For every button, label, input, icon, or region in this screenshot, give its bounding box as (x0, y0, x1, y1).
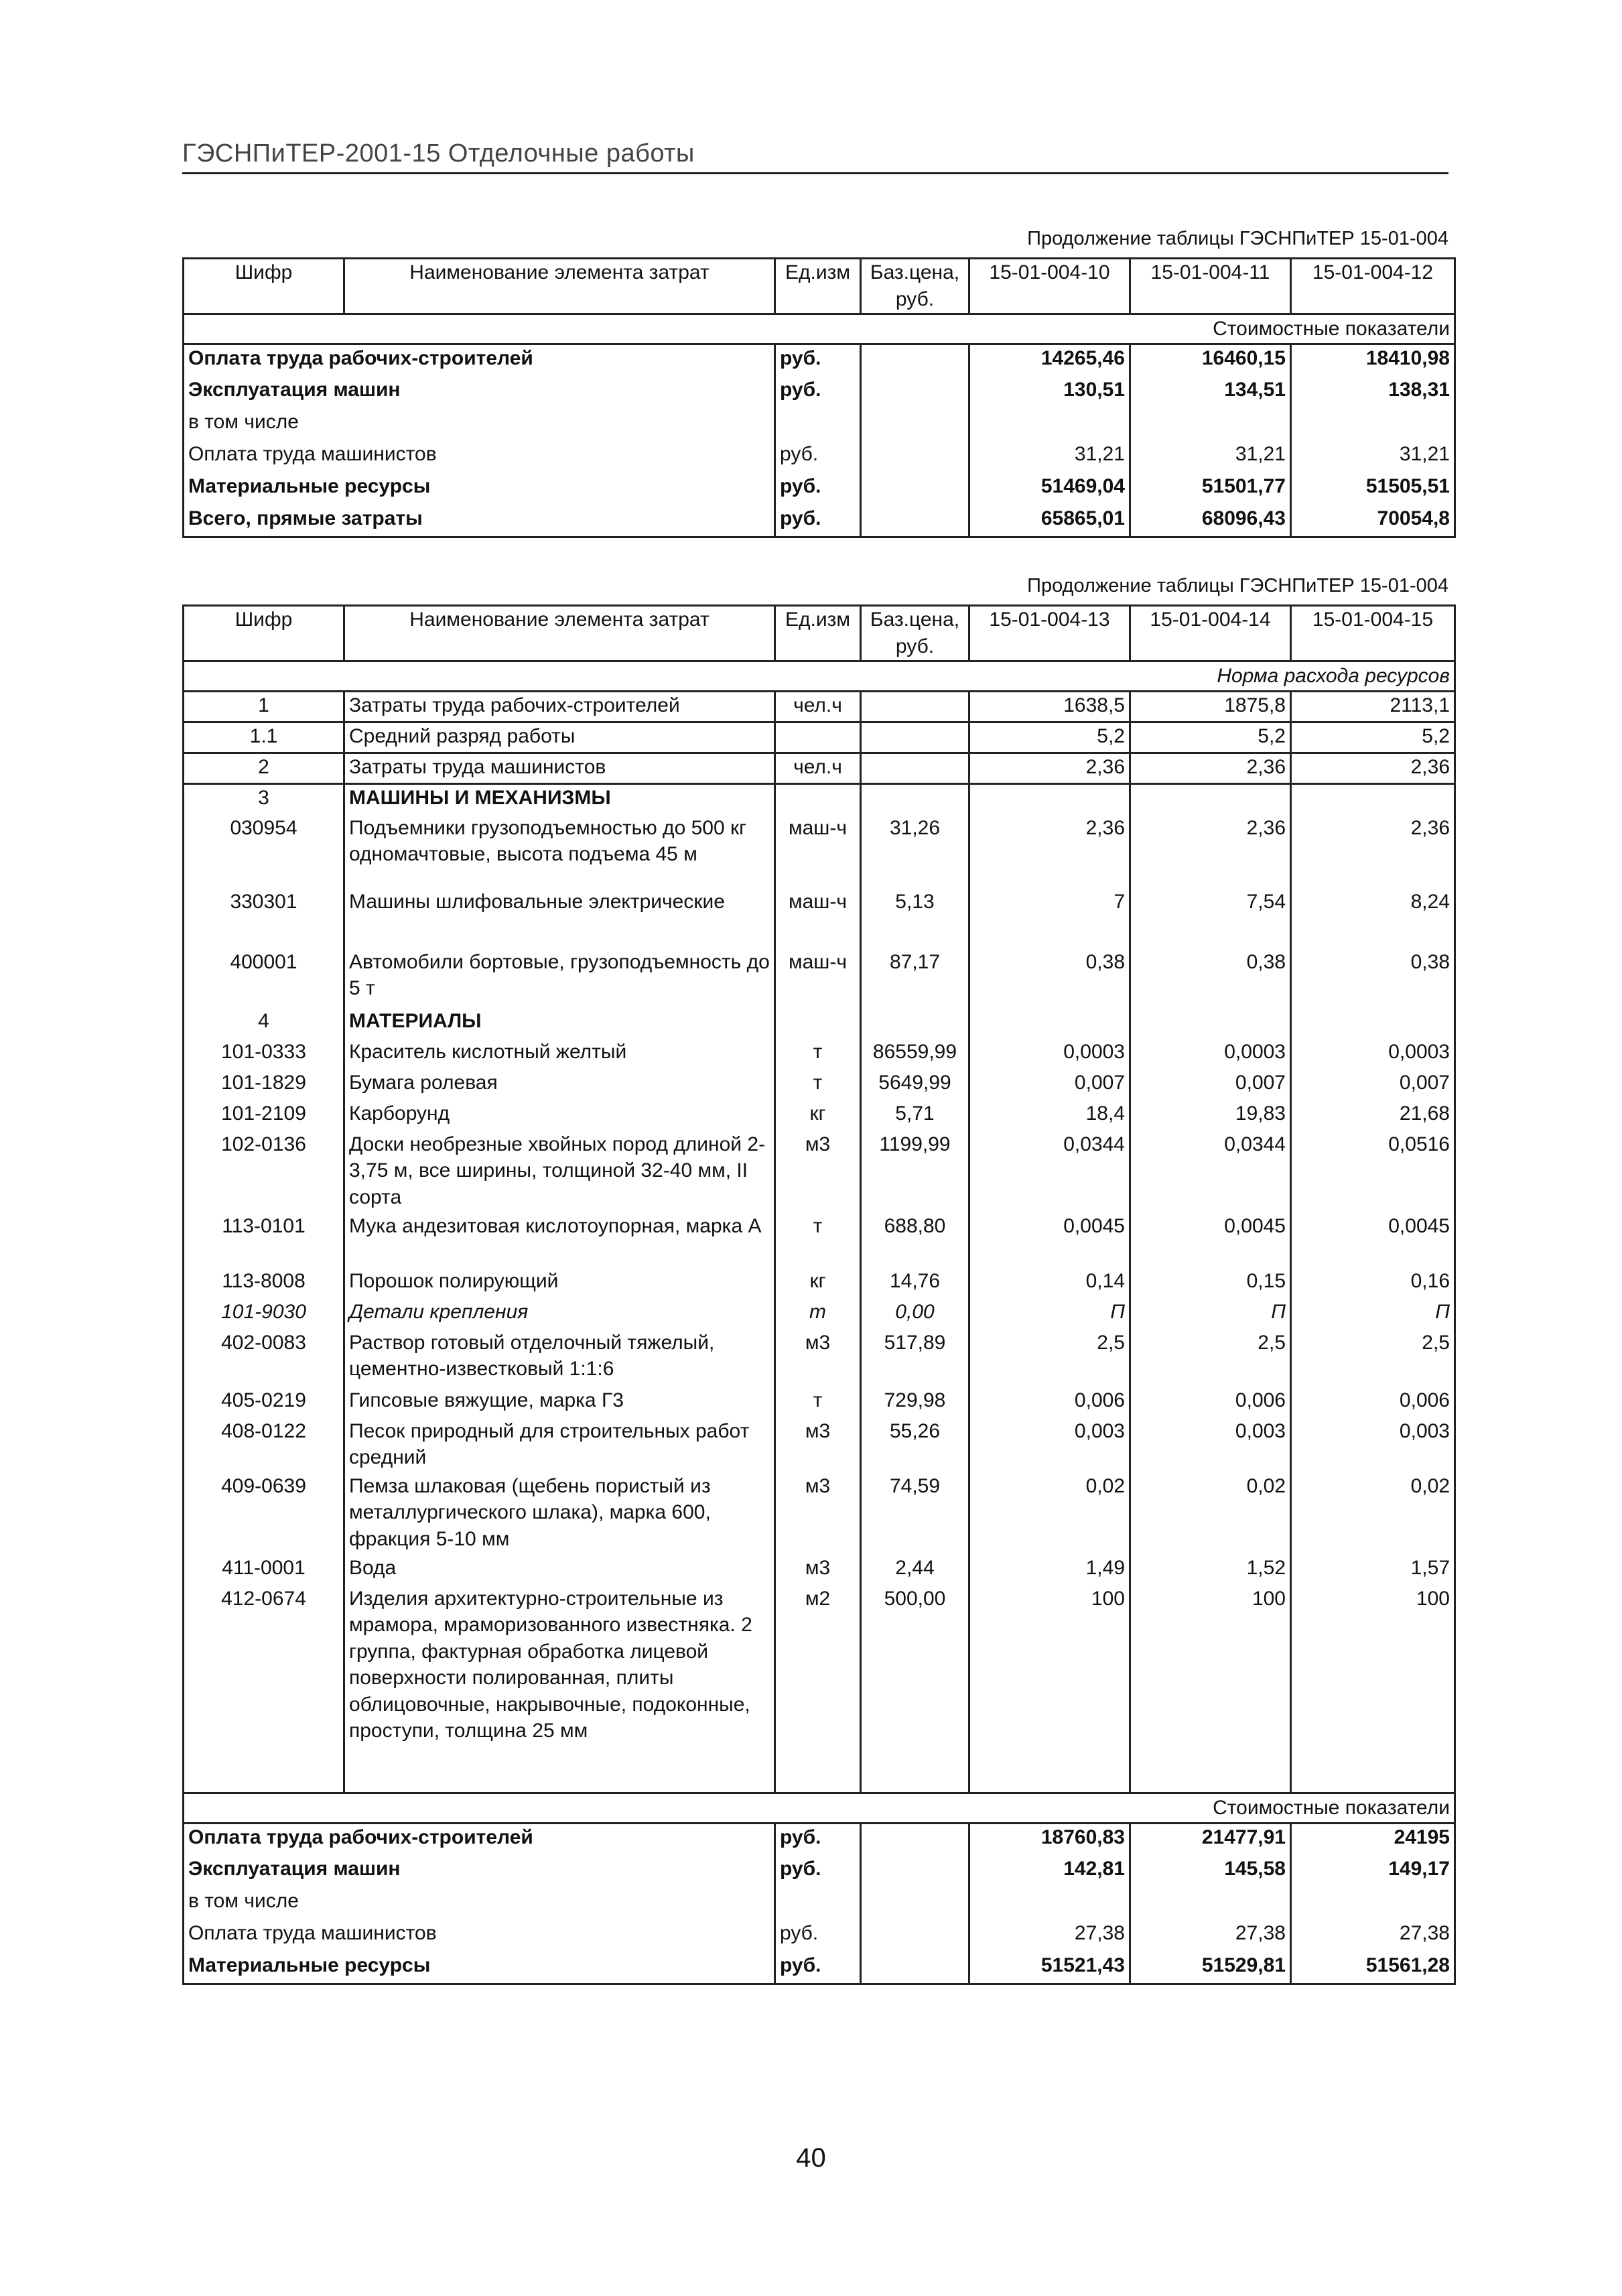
cost-value-3: 27,38 (1291, 1920, 1455, 1952)
resource-row (184, 1555, 1455, 1586)
resource-row (184, 889, 1455, 949)
resource-row (184, 815, 1455, 889)
resource-norm-2: 0,38 (1130, 949, 1291, 1008)
resource-price: 5649,99 (861, 1070, 969, 1100)
table2-cost-body (184, 1824, 1455, 1984)
cost-value-1: 14265,46 (969, 344, 1130, 377)
resource-norm-3: 2,5 (1291, 1330, 1455, 1387)
cost-value-2: 51529,81 (1130, 1952, 1291, 1984)
resource-unit (775, 722, 861, 753)
resource-code: 101-0333 (184, 1039, 344, 1070)
table1-header-row (184, 259, 1455, 314)
resource-code: 408-0122 (184, 1418, 344, 1473)
cost-row (184, 409, 1455, 441)
table1-caption: Продолжение таблицы ГЭСНПиТЕР 15-01-004 (1027, 228, 1448, 249)
col-header-unit: Ед.изм (775, 606, 861, 661)
cost-row (184, 1920, 1455, 1952)
resource-unit: м3 (775, 1330, 861, 1387)
resource-row (184, 753, 1455, 784)
resource-code: 113-0101 (184, 1213, 344, 1268)
resource-name: МАТЕРИАЛЫ (344, 1008, 775, 1039)
resource-price (861, 1008, 969, 1039)
resource-name: Средний разряд работы (344, 722, 775, 753)
resource-unit: т (775, 1299, 861, 1330)
cost-unit: руб. (775, 473, 861, 505)
resource-norm-3: 2113,1 (1291, 692, 1455, 722)
resource-norm-3: 0,16 (1291, 1268, 1455, 1299)
resource-price: 2,44 (861, 1555, 969, 1586)
cost-value-2: 68096,43 (1130, 505, 1291, 537)
cost-name: Оплата труда машинистов (184, 1920, 775, 1952)
resource-price: 0,00 (861, 1299, 969, 1330)
resource-norm-1: 2,36 (969, 815, 1130, 889)
resource-norm-1: 0,006 (969, 1387, 1130, 1418)
cost-value-2: 16460,15 (1130, 344, 1291, 377)
resource-norm-1: 0,02 (969, 1473, 1130, 1555)
resource-unit: кг (775, 1268, 861, 1299)
cost-name: Оплата труда машинистов (184, 441, 775, 473)
resource-norm-3: 0,0516 (1291, 1131, 1455, 1213)
resource-row (184, 1100, 1455, 1131)
cost-unit: руб. (775, 344, 861, 377)
cost-value-2: 145,58 (1130, 1856, 1291, 1888)
resource-unit: м3 (775, 1555, 861, 1586)
resource-price: 14,76 (861, 1268, 969, 1299)
table2-body (184, 692, 1455, 1793)
resource-norm-1: 1,49 (969, 1555, 1130, 1586)
resource-price: 5,13 (861, 889, 969, 949)
cost-name: в том числе (184, 1888, 775, 1920)
resource-norm-2: 100 (1130, 1586, 1291, 1793)
resource-norm-3: 0,003 (1291, 1418, 1455, 1473)
resource-norm-1: 18,4 (969, 1100, 1130, 1131)
col-header-code: Шифр (184, 259, 344, 314)
cost-name: Оплата труда рабочих-строителей (184, 1824, 775, 1856)
cost-value-3: 70054,8 (1291, 505, 1455, 537)
cost-unit: руб. (775, 377, 861, 409)
resource-name: Подъемники грузоподъемностью до 500 кг одномачтовые, высота подъема 45 м (344, 815, 775, 889)
resource-row (184, 1070, 1455, 1100)
resource-name: Песок природный для строительных работ средний (344, 1418, 775, 1473)
cost-price (861, 441, 969, 473)
cost-row (184, 441, 1455, 473)
resource-norm-2: 0,006 (1130, 1387, 1291, 1418)
cost-value-1: 142,81 (969, 1856, 1130, 1888)
cost-value-1: 51469,04 (969, 473, 1130, 505)
resource-price (861, 753, 969, 784)
resource-name: Бумага ролевая (344, 1070, 775, 1100)
cost-value-3: 149,17 (1291, 1856, 1455, 1888)
resource-norm-2: 2,5 (1130, 1330, 1291, 1387)
cost-price (861, 1952, 969, 1984)
col-header-norm-2: 15-01-004-14 (1130, 606, 1291, 661)
resource-name: Затраты труда рабочих-строителей (344, 692, 775, 722)
resource-norm-3: 0,007 (1291, 1070, 1455, 1100)
cost-name: Всего, прямые затраты (184, 505, 775, 537)
cost-value-1: 65865,01 (969, 505, 1130, 537)
resource-row (184, 1039, 1455, 1070)
resource-row (184, 1387, 1455, 1418)
resource-norm-1: 100 (969, 1586, 1130, 1793)
cost-unit (775, 1888, 861, 1920)
resource-unit: т (775, 1213, 861, 1268)
resource-code: 411-0001 (184, 1555, 344, 1586)
resource-table-2 (182, 604, 1456, 1985)
resource-code: 412-0674 (184, 1586, 344, 1793)
col-header-unit: Ед.изм (775, 259, 861, 314)
cost-unit: руб. (775, 505, 861, 537)
resource-name: Автомобили бортовые, грузоподъемность до 5 т (344, 949, 775, 1008)
cost-name: Эксплуатация машин (184, 1856, 775, 1888)
resource-norm-1: П (969, 1299, 1130, 1330)
table1-body (184, 344, 1455, 537)
resource-row (184, 1268, 1455, 1299)
resource-norm-3: 21,68 (1291, 1100, 1455, 1131)
resource-code: 101-9030 (184, 1299, 344, 1330)
resource-price (861, 722, 969, 753)
running-head: ГЭСНПиТЕР-2001-15 Отделочные работы (182, 139, 1448, 174)
cost-value-1: 31,21 (969, 441, 1130, 473)
col-header-price: Баз.цена, руб. (861, 606, 969, 661)
cost-value-1 (969, 1888, 1130, 1920)
resource-name: Карборунд (344, 1100, 775, 1131)
resource-price: 55,26 (861, 1418, 969, 1473)
cost-table-1 (182, 257, 1456, 538)
resource-code: 030954 (184, 815, 344, 889)
resource-unit: кг (775, 1100, 861, 1131)
resource-norm-2: 2,36 (1130, 815, 1291, 889)
cost-value-2: 21477,91 (1130, 1824, 1291, 1856)
page-number: 40 (796, 2143, 826, 2173)
resource-name: Доски необрезные хвойных пород длиной 2-3,75 м, все ширины, толщиной 32-40 мм, II сорта (344, 1131, 775, 1213)
cost-value-3: 18410,98 (1291, 344, 1455, 377)
resource-norm-3: 2,36 (1291, 753, 1455, 784)
cost-value-1: 51521,43 (969, 1952, 1130, 1984)
resource-row (184, 784, 1455, 815)
table2-cost-band-label: Стоимостные показатели (184, 1793, 1455, 1824)
resource-norm-2: 0,007 (1130, 1070, 1291, 1100)
resource-code: 113-8008 (184, 1268, 344, 1299)
resource-row (184, 1008, 1455, 1039)
resource-unit: т (775, 1039, 861, 1070)
resource-price: 5,71 (861, 1100, 969, 1131)
cost-price (861, 1888, 969, 1920)
resource-price: 86559,99 (861, 1039, 969, 1070)
resource-code: 101-1829 (184, 1070, 344, 1100)
table2-band-label: Норма расхода ресурсов (184, 661, 1455, 692)
resource-name: Изделия архитектурно-строительные из мрамора, мраморизованного известняка. 2 группа, фактурная обработка лицевой поверхности полированная, плиты облицовочные, накрывочные, подоконные, проступи, толщина 25 мм (344, 1586, 775, 1793)
resource-norm-1: 5,2 (969, 722, 1130, 753)
cost-name: Материальные ресурсы (184, 473, 775, 505)
cost-row (184, 1856, 1455, 1888)
resource-code: 1 (184, 692, 344, 722)
cost-value-1: 27,38 (969, 1920, 1130, 1952)
resource-name: Затраты труда машинистов (344, 753, 775, 784)
resource-price: 517,89 (861, 1330, 969, 1387)
table1-band-label: Стоимостные показатели (184, 314, 1455, 344)
resource-norm-2: 1875,8 (1130, 692, 1291, 722)
col-header-norm-2: 15-01-004-11 (1130, 259, 1291, 314)
resource-norm-3: 5,2 (1291, 722, 1455, 753)
cost-name: Эксплуатация машин (184, 377, 775, 409)
resource-unit: м3 (775, 1131, 861, 1213)
resource-norm-1: 0,14 (969, 1268, 1130, 1299)
resource-name: Краситель кислотный желтый (344, 1039, 775, 1070)
col-header-norm-3: 15-01-004-15 (1291, 606, 1455, 661)
resource-row (184, 1131, 1455, 1213)
cost-value-2 (1130, 409, 1291, 441)
cost-value-1 (969, 409, 1130, 441)
cost-unit: руб. (775, 1824, 861, 1856)
resource-unit: маш-ч (775, 949, 861, 1008)
resource-code: 101-2109 (184, 1100, 344, 1131)
resource-norm-1: 0,0045 (969, 1213, 1130, 1268)
table2-caption: Продолжение таблицы ГЭСНПиТЕР 15-01-004 (1027, 575, 1448, 596)
cost-value-3 (1291, 409, 1455, 441)
resource-price (861, 692, 969, 722)
resource-norm-1: 2,5 (969, 1330, 1130, 1387)
resource-norm-2: 0,02 (1130, 1473, 1291, 1555)
resource-unit: м3 (775, 1418, 861, 1473)
resource-code: 2 (184, 753, 344, 784)
cost-value-3: 138,31 (1291, 377, 1455, 409)
resource-price: 729,98 (861, 1387, 969, 1418)
resource-price: 87,17 (861, 949, 969, 1008)
resource-norm-2: 7,54 (1130, 889, 1291, 949)
resource-unit (775, 1008, 861, 1039)
cost-value-3: 31,21 (1291, 441, 1455, 473)
cost-value-3: 51505,51 (1291, 473, 1455, 505)
resource-row (184, 722, 1455, 753)
resource-code: 402-0083 (184, 1330, 344, 1387)
resource-unit: чел.ч (775, 692, 861, 722)
cost-value-2: 134,51 (1130, 377, 1291, 409)
resource-norm-1: 0,38 (969, 949, 1130, 1008)
resource-name: Вода (344, 1555, 775, 1586)
cost-name: в том числе (184, 409, 775, 441)
col-header-norm-1: 15-01-004-13 (969, 606, 1130, 661)
resource-name: Пемза шлаковая (щебень пористый из металлургического шлака), марка 600, фракция 5-10 мм (344, 1473, 775, 1555)
resource-norm-3 (1291, 784, 1455, 815)
resource-norm-1: 0,007 (969, 1070, 1130, 1100)
cost-unit: руб. (775, 1952, 861, 1984)
col-header-price: Баз.цена, руб. (861, 259, 969, 314)
cost-price (861, 1920, 969, 1952)
cost-unit: руб. (775, 1856, 861, 1888)
cost-value-3 (1291, 1888, 1455, 1920)
resource-row (184, 1330, 1455, 1387)
resource-row (184, 1213, 1455, 1268)
resource-unit: т (775, 1387, 861, 1418)
resource-price: 31,26 (861, 815, 969, 889)
cost-price (861, 344, 969, 377)
resource-name: МАШИНЫ И МЕХАНИЗМЫ (344, 784, 775, 815)
resource-norm-3: 0,0003 (1291, 1039, 1455, 1070)
resource-norm-1: 7 (969, 889, 1130, 949)
resource-norm-3: 2,36 (1291, 815, 1455, 889)
resource-unit: маш-ч (775, 889, 861, 949)
cost-price (861, 377, 969, 409)
cost-row (184, 377, 1455, 409)
resource-norm-3: 0,0045 (1291, 1213, 1455, 1268)
resource-norm-1 (969, 1008, 1130, 1039)
resource-unit: маш-ч (775, 815, 861, 889)
cost-unit: руб. (775, 1920, 861, 1952)
resource-price: 688,80 (861, 1213, 969, 1268)
resource-norm-3 (1291, 1008, 1455, 1039)
resource-code: 330301 (184, 889, 344, 949)
table2-header-row (184, 606, 1455, 661)
resource-norm-3: 100 (1291, 1586, 1455, 1793)
cost-value-1: 130,51 (969, 377, 1130, 409)
cost-unit: руб. (775, 441, 861, 473)
col-header-norm-3: 15-01-004-12 (1291, 259, 1455, 314)
resource-row (184, 1473, 1455, 1555)
resource-norm-3: 0,38 (1291, 949, 1455, 1008)
resource-norm-2: 0,0344 (1130, 1131, 1291, 1213)
cost-name: Материальные ресурсы (184, 1952, 775, 1984)
cost-value-2: 51501,77 (1130, 473, 1291, 505)
cost-unit (775, 409, 861, 441)
resource-norm-2 (1130, 784, 1291, 815)
resource-code: 4 (184, 1008, 344, 1039)
resource-name: Мука андезитовая кислотоупорная, марка А (344, 1213, 775, 1268)
resource-norm-3: П (1291, 1299, 1455, 1330)
resource-norm-2: 0,0003 (1130, 1039, 1291, 1070)
col-header-code: Шифр (184, 606, 344, 661)
cost-row (184, 1824, 1455, 1856)
resource-norm-2: 5,2 (1130, 722, 1291, 753)
resource-price (861, 784, 969, 815)
resource-row (184, 949, 1455, 1008)
resource-name: Машины шлифовальные электрические (344, 889, 775, 949)
resource-name: Раствор готовый отделочный тяжелый, цементно-известковый 1:1:6 (344, 1330, 775, 1387)
resource-norm-2: 2,36 (1130, 753, 1291, 784)
resource-name: Детали крепления (344, 1299, 775, 1330)
resource-row (184, 692, 1455, 722)
resource-row (184, 1586, 1455, 1793)
resource-code: 405-0219 (184, 1387, 344, 1418)
resource-unit: м2 (775, 1586, 861, 1793)
cost-name: Оплата труда рабочих-строителей (184, 344, 775, 377)
cost-value-1: 18760,83 (969, 1824, 1130, 1856)
resource-norm-2: 0,003 (1130, 1418, 1291, 1473)
cost-value-2: 31,21 (1130, 441, 1291, 473)
resource-norm-3: 1,57 (1291, 1555, 1455, 1586)
cost-row (184, 344, 1455, 377)
cost-value-2 (1130, 1888, 1291, 1920)
resource-code: 1.1 (184, 722, 344, 753)
resource-code: 3 (184, 784, 344, 815)
cost-price (861, 409, 969, 441)
resource-row (184, 1299, 1455, 1330)
resource-price: 74,59 (861, 1473, 969, 1555)
resource-code: 400001 (184, 949, 344, 1008)
col-header-name: Наименование элемента затрат (344, 259, 775, 314)
resource-unit: чел.ч (775, 753, 861, 784)
cost-value-2: 27,38 (1130, 1920, 1291, 1952)
cost-value-3: 51561,28 (1291, 1952, 1455, 1984)
cost-price (861, 1824, 969, 1856)
resource-norm-3: 0,006 (1291, 1387, 1455, 1418)
cost-price (861, 505, 969, 537)
resource-norm-2 (1130, 1008, 1291, 1039)
resource-unit: м3 (775, 1473, 861, 1555)
resource-norm-2: 0,15 (1130, 1268, 1291, 1299)
resource-norm-1 (969, 784, 1130, 815)
resource-unit: т (775, 1070, 861, 1100)
resource-norm-1: 0,0344 (969, 1131, 1130, 1213)
resource-code: 409-0639 (184, 1473, 344, 1555)
resource-unit (775, 784, 861, 815)
resource-name: Гипсовые вяжущие, марка Г3 (344, 1387, 775, 1418)
cost-row (184, 1952, 1455, 1984)
resource-norm-3: 0,02 (1291, 1473, 1455, 1555)
resource-norm-2: П (1130, 1299, 1291, 1330)
col-header-norm-1: 15-01-004-10 (969, 259, 1130, 314)
cost-price (861, 473, 969, 505)
cost-row (184, 505, 1455, 537)
resource-norm-2: 0,0045 (1130, 1213, 1291, 1268)
cost-row (184, 1888, 1455, 1920)
resource-norm-1: 1638,5 (969, 692, 1130, 722)
resource-norm-1: 2,36 (969, 753, 1130, 784)
resource-norm-3: 8,24 (1291, 889, 1455, 949)
resource-norm-2: 1,52 (1130, 1555, 1291, 1586)
resource-norm-2: 19,83 (1130, 1100, 1291, 1131)
resource-norm-1: 0,003 (969, 1418, 1130, 1473)
cost-row (184, 473, 1455, 505)
cost-value-3: 24195 (1291, 1824, 1455, 1856)
col-header-name: Наименование элемента затрат (344, 606, 775, 661)
resource-price: 1199,99 (861, 1131, 969, 1213)
resource-code: 102-0136 (184, 1131, 344, 1213)
resource-norm-1: 0,0003 (969, 1039, 1130, 1070)
resource-name: Порошок полирующий (344, 1268, 775, 1299)
resource-row (184, 1418, 1455, 1473)
resource-price: 500,00 (861, 1586, 969, 1793)
cost-price (861, 1856, 969, 1888)
